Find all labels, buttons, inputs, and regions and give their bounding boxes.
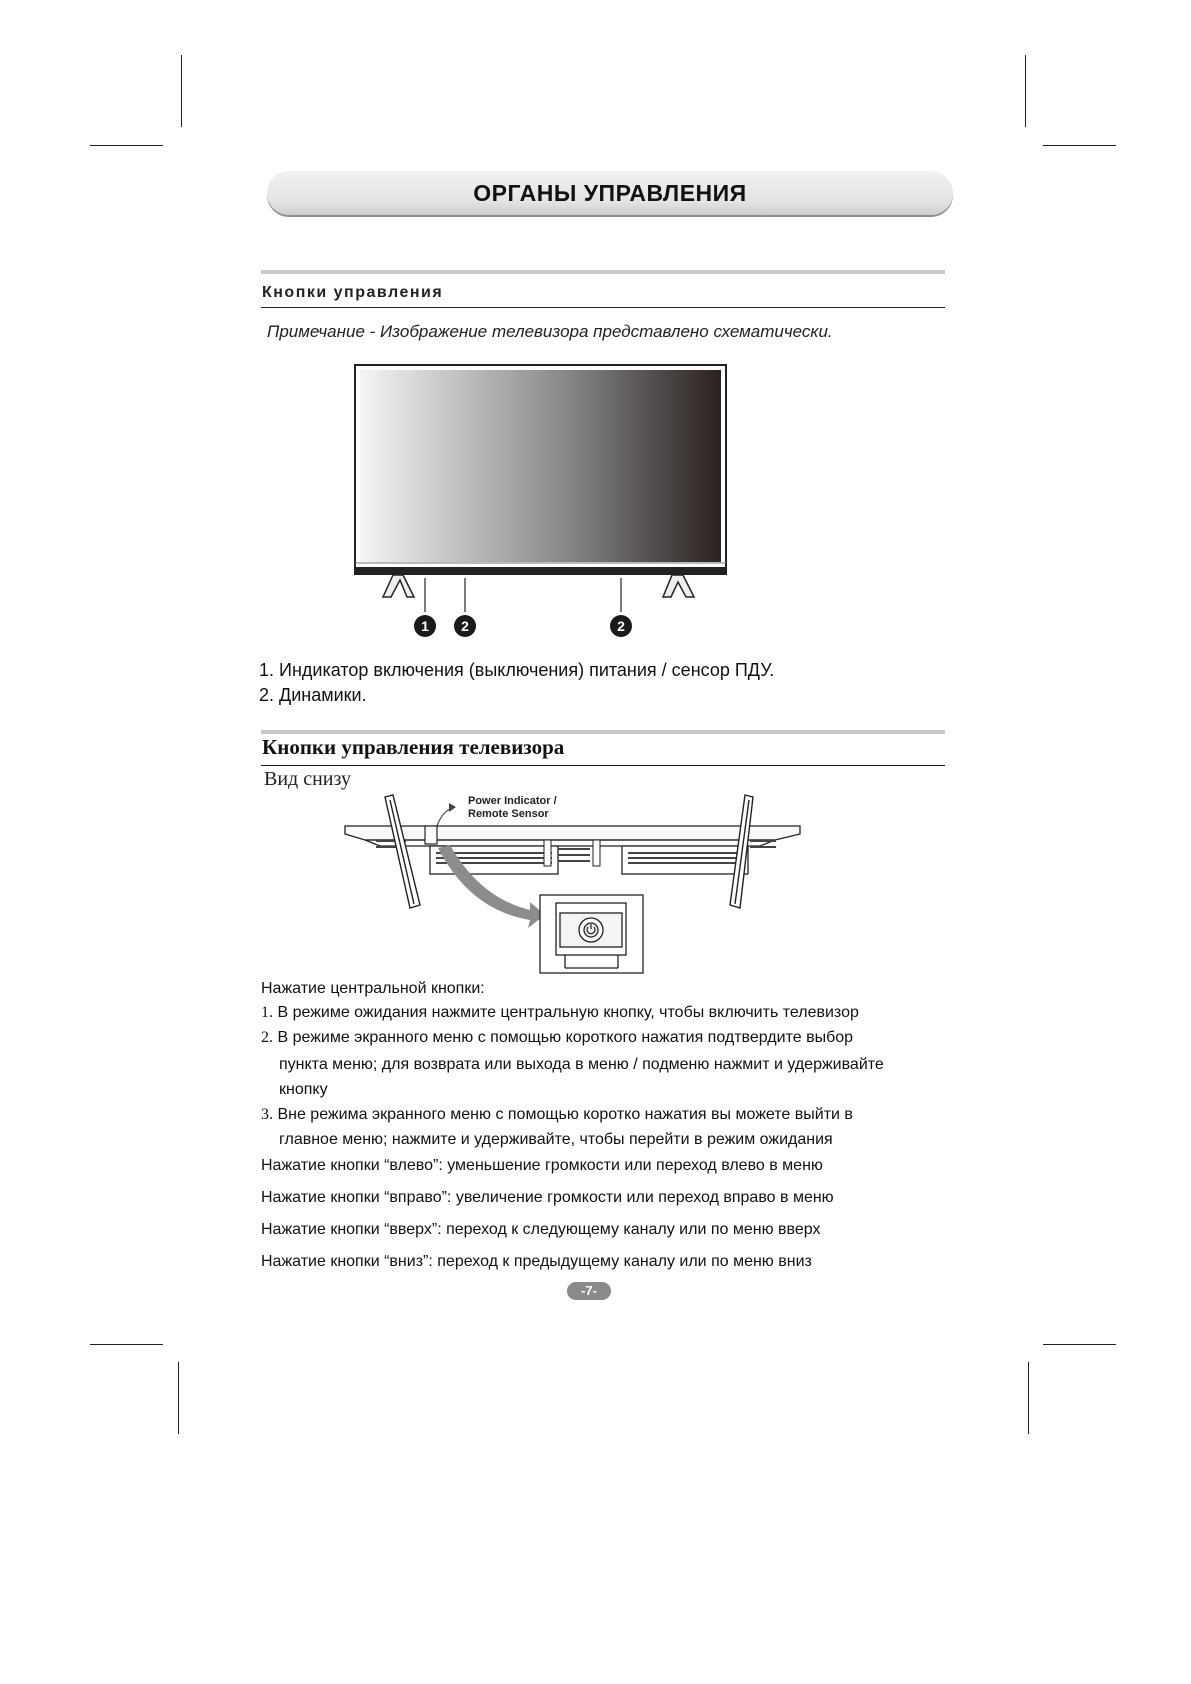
crop-mark [90, 1344, 163, 1345]
item-text: В режиме экранного меню с помощью короткого нажатия подтвердите выбор [277, 1029, 854, 1046]
section-heading: Кнопки управления телевизора [262, 735, 565, 759]
control-button-detail [540, 895, 643, 973]
item-continuation: главное меню; нажмите и удерживайте, чтобы перейти в режим ожидания [279, 1131, 833, 1148]
crop-mark [178, 1362, 179, 1434]
item-text: В режиме ожидания нажмите центральную кнопку, чтобы включить телевизор [277, 1004, 859, 1021]
page-number: -7- [567, 1282, 611, 1300]
legend-item: 2. Динамики. [259, 685, 367, 705]
press-line: Нажатие кнопки “вверх”: переход к следующему каналу или по меню вверх [261, 1221, 821, 1238]
section-heading: Кнопки управления [262, 284, 444, 301]
list-item [261, 1106, 853, 1124]
press-line: Нажатие кнопки “вправо”: увеличение громкости или переход вправо в меню [261, 1189, 834, 1206]
item-text: Вне режима экранного меню с помощью коротко нажатия вы можете выйти в [277, 1106, 853, 1123]
center-press-heading: Нажатие центральной кнопки: [261, 980, 485, 997]
list-item [261, 1004, 859, 1022]
remote-sensor-label: Remote Sensor [468, 808, 549, 820]
tv-bottom-body [345, 826, 800, 840]
item-continuation: пункта меню; для возврата или выхода в меню / подменю нажмит и удерживайте [279, 1056, 884, 1073]
callout-number: 1 [421, 618, 429, 634]
press-line: Нажатие кнопки “вниз”: переход к предыдущему каналу или по меню вниз [261, 1253, 812, 1270]
item-number: 3. [261, 1106, 273, 1123]
page-title: ОРГАНЫ УПРАВЛЕНИЯ [473, 179, 747, 206]
crop-mark [1028, 1362, 1029, 1434]
left-stand-leg [385, 795, 420, 908]
item-number: 2. [261, 1029, 273, 1046]
legend-item: 1. Индикатор включения (выключения) питания / сенсор ПДУ. [259, 660, 775, 680]
list-item [261, 1029, 853, 1047]
bottom-view-label: Вид снизу [264, 768, 351, 790]
press-line: Нажатие кнопки “влево”: уменьшение громкости или переход влево в меню [261, 1157, 823, 1174]
item-number: 1. [261, 1004, 273, 1021]
power-indicator-label: Power Indicator / [468, 795, 557, 807]
callout-number: 2 [617, 618, 625, 634]
schematic-note: Примечание - Изображение телевизора представлено схематически. [267, 322, 833, 341]
item-continuation: кнопку [279, 1081, 328, 1098]
callout-number: 2 [461, 618, 469, 634]
crop-mark [1043, 1344, 1116, 1345]
